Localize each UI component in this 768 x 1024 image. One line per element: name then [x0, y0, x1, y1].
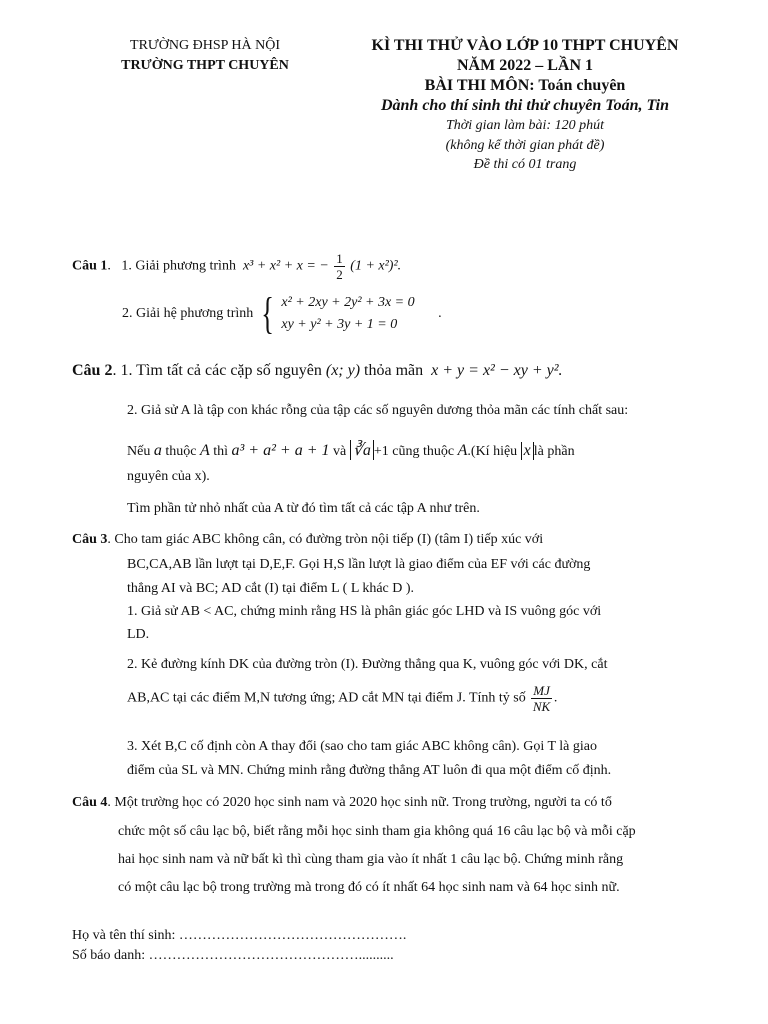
q3-frac-num: MJ — [533, 683, 550, 698]
question-3-label: Câu 3 — [72, 532, 108, 547]
q2-text-neu: Nếu — [127, 444, 151, 459]
q1-frac-num: 1 — [336, 251, 343, 266]
exam-time: Thời gian làm bài: 120 phút — [446, 118, 604, 133]
exam-pages: Đề thi có 01 trang — [473, 157, 577, 172]
q1-p1-fraction — [334, 252, 345, 281]
q1-eq1: x² + 2xy + 2y² + 3x = 0 — [281, 295, 415, 310]
q3-line4: 1. Giả sử AB < AC, chứng minh rằng HS là phân giác góc LHD và IS vuông góc với — [127, 604, 602, 619]
exam-year: NĂM 2022 – LẦN 1 — [457, 57, 593, 74]
q2-floor-cbrt: ∛a — [350, 440, 374, 460]
q1-p1-text: 1. Giải phương trình — [121, 258, 236, 274]
q3-line5: LD. — [127, 627, 150, 642]
q3-line8: 3. Xét B,C cố định còn A thay đổi (sao cho tam giác ABC không cân). Gọi T là giao — [127, 739, 597, 754]
q2-p1-eq: x + y = x² − xy + y². — [431, 362, 563, 379]
q3-line6: 2. Kẻ đường kính DK của đường tròn (I). Đường thẳng qua K, vuông góc với DK, cắt — [127, 657, 608, 672]
q2-text-va: và — [332, 444, 347, 459]
q1-frac-den: 2 — [336, 267, 343, 282]
q2-text-thuoc: thuộc — [165, 444, 197, 459]
q1-p2-text: 2. Giải hệ phương trình — [122, 306, 254, 321]
exam-audience: Dành cho thí sinh thi thử chuyên Toán, Tin — [380, 97, 670, 114]
q2-var-a: a — [153, 442, 162, 459]
q3-line7: AB,AC tại các điểm M,N tương ứng; AD cắt MN tại điểm J. Tính tỷ số $\frac{MJ}{NK}$ . — [127, 683, 558, 714]
school-name-2: TRƯỜNG THPT CHUYÊN — [121, 58, 289, 73]
q3-ratio-fraction — [531, 684, 552, 713]
q2-text-cung: +1 cũng thuộc — [373, 444, 455, 459]
q2-var-A: A — [199, 442, 210, 459]
candidate-name-field: Họ và tên thí sinh: …………………………………………. — [72, 928, 407, 943]
question-4-label: Câu 4 — [72, 795, 108, 810]
question-1-part-2: 2. Giải hệ phương trình { x² + 2xy + 2y² + 3x = 0 xy + y² + 3y + 1 = 0 . — [122, 289, 442, 338]
q2-text-thi: thì — [213, 444, 228, 459]
question-1-part-1: Câu 1. 1. Giải phương trình x³ + x² + x = − $\frac{1}{2}$ (1 + x²)². — [72, 251, 402, 282]
q3-line9: điểm của SL và MN. Chứng minh rằng đường thẳng AT luôn đi qua một điểm cố định. — [127, 763, 612, 778]
q4-line1 — [72, 795, 612, 811]
q2-floor-x: x — [521, 442, 534, 460]
question-2-label: Câu 2 — [72, 362, 113, 379]
exam-time-note: (không kể thời gian phát đề) — [445, 138, 605, 153]
q4-line4: có một câu lạc bộ trong trường mà trong đó có ít nhất 64 học sinh nam và 64 học sinh nữ. — [118, 880, 620, 895]
exam-subject: BÀI THI MÔN: Toán chuyên — [424, 77, 626, 94]
q4-line1-text: . Một trường học có 2020 học sinh nam và 2020 học sinh nữ. Trong trường, người ta có tổ — [107, 795, 612, 810]
system-brace: { — [260, 289, 274, 338]
q3-line1 — [72, 532, 543, 548]
q3-line1-text: . Cho tam giác ABC không cân, có đường tròn nội tiếp (I) (tâm I) tiếp xúc với — [107, 532, 544, 547]
q2-p2-line1: 2. Giả sử A là tập con khác rỗng của tập các số nguyên dương thỏa mãn các tính chất sau: — [127, 403, 629, 418]
q1-eq2: xy + y² + 3y + 1 = 0 — [281, 317, 398, 332]
q2-p1-mid: thỏa mãn — [364, 362, 424, 379]
q2-p2-line2 — [127, 440, 575, 460]
q2-p2-line4: Tìm phần tử nhỏ nhất của A từ đó tìm tất cả các tập A như trên. — [127, 501, 480, 516]
exam-title: KÌ THI THỬ VÀO LỚP 10 THPT CHUYÊN — [371, 37, 679, 54]
q2-p2-line3: nguyên của x). — [127, 469, 210, 484]
q3-line3: thẳng AI và BC; AD cắt (I) tại điểm L ( L khác D ). — [127, 581, 415, 596]
question-2-part-1 — [72, 362, 563, 380]
q3-line2: BC,CA,AB lần lượt tại D,E,F. Gọi H,S lần lượt là giao điểm của EF với các đường — [127, 557, 591, 572]
q1-p1-rhs: (1 + x²)². — [350, 258, 402, 274]
q2-expr: a³ + a² + a + 1 — [231, 442, 330, 459]
q2-var-A2: A — [457, 442, 468, 459]
candidate-id-field: Số báo danh: ……………………………………….......... — [72, 948, 394, 963]
q1-p1-lhs: x³ + x² + x = − — [242, 258, 329, 274]
q2-text-kihieu: .(Kí hiệu — [467, 444, 518, 459]
q4-line2: chức một số câu lạc bộ, biết rằng mỗi học sinh tham gia không quá 16 câu lạc bộ và mỗi cặp — [118, 824, 636, 839]
question-1-label: Câu 1 — [72, 258, 108, 274]
school-name-1: TRƯỜNG ĐHSP HÀ NỘI — [130, 38, 280, 53]
q3-line7-text: AB,AC tại các điểm M,N tương ứng; AD cắt MN tại điểm J. Tính tỷ số — [127, 690, 526, 706]
q2-p1-prefix: . 1. Tìm tất cả các cặp số nguyên — [112, 362, 322, 379]
q4-line3: hai học sinh nam và nữ bất kì thì cùng tham gia vào ít nhất 1 câu lạc bộ. Chứng minh rằng — [118, 852, 624, 867]
q2-p1-pair: (x; y) — [325, 362, 361, 379]
q1-system — [281, 292, 414, 336]
q3-frac-den: NK — [532, 699, 551, 714]
q2-text-laphan: là phần — [533, 444, 575, 459]
